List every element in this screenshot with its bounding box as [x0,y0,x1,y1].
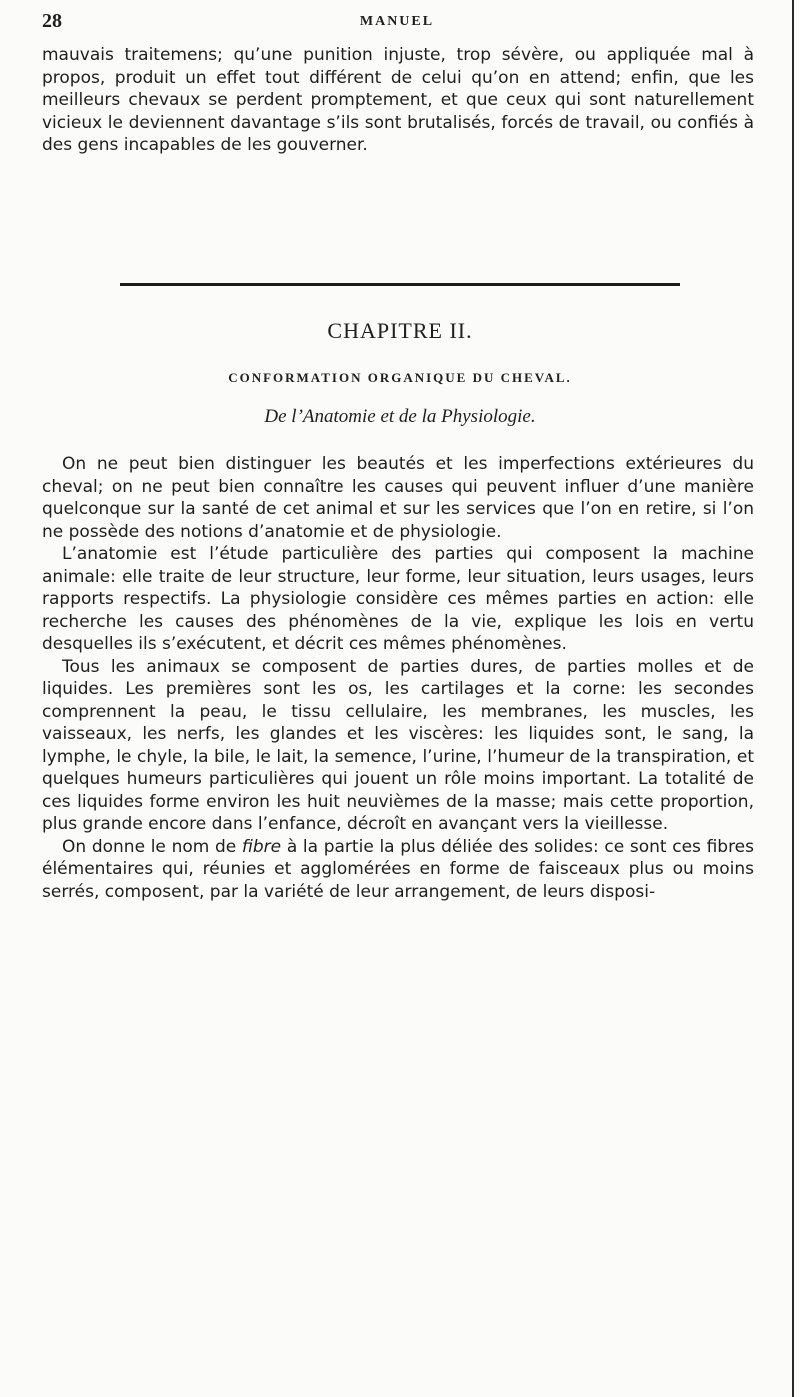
section-divider [120,283,680,286]
page-edge-shadow [792,0,794,1397]
paragraph-text: On donne le nom de [62,836,242,857]
continuation-paragraph: mauvais traitemens; qu’une punition injuste, trop sévère, ou appliquée mal à propos, produit un effet tout différent de celui qu’on en attend; enfin, que les meilleurs chevaux se perdent promptement, et que ceux qui sont naturellement vicieux le deviennent davantage s’ils sont brutalisés, forcés de travail, ou confiés à des gens incapables de les gouverner. [42,45,754,155]
running-head: MANUEL [359,14,435,29]
continuation-paragraph-block [42,44,754,157]
italic-term: fibre [241,836,282,857]
body-text [42,453,754,903]
paragraph-last [42,836,754,904]
paragraph: L’anatomie est l’étude particulière des parties qui composent la machine animale: elle traite de leur structure, leur forme, leur situation, leurs usages, leurs rapports respectifs. La physiologie considère ces mêmes parties en action: elle recherche les causes des phénomènes de la vie, explique les lois en vertu desquelles ils s’exécutent, et décrit ces mêmes phénomènes. [42,544,754,654]
chapter-subtitle: CONFORMATION ORGANIQUE DU CHEVAL. [228,370,572,385]
page-number: 28 [42,10,62,32]
paragraph: Tous les animaux se composent de parties dures, de parties molles et de liquides. Les premières sont les os, les cartilages et la corne: les secondes comprennent la peau, le tissu cellulaire, les membranes, les muscles, les vaisseaux, les nerfs, les glandes et les viscères: les liquides sont, le sang, la lymphe, le chyle, la bile, le lait, la semence, l’urine, l’humeur de la transpiration, et quelques humeurs particulières qui jouent un rôle moins important. La totalité de ces liquides forme environ les huit neuvièmes de la masse; mais cette proportion, plus grande encore dans l’enfance, décroît en avançant vers la vieillesse. [42,656,754,834]
paragraph: On ne peut bien distinguer les beautés et les imperfections extérieures du cheval; on ne peut bien connaître les causes qui peuvent influer d’une manière quelconque sur la santé de cet animal et sur les services que l’on en retire, si l’on ne possède des notions d’anatomie et de physiologie. [42,454,754,542]
section-title: De l’Anatomie et de la Physiologie. [264,406,536,427]
chapter-title: CHAPITRE II. [327,318,473,343]
paragraph-text: à la partie la plus déliée des solides: ce sont ces fibres élémentaires qui, réunies et agglomérées en forme de faisceaux plus ou moins serrés, composent, par la variété de leur arrangement, de leurs disposi- [42,836,754,902]
page-header [42,10,752,40]
